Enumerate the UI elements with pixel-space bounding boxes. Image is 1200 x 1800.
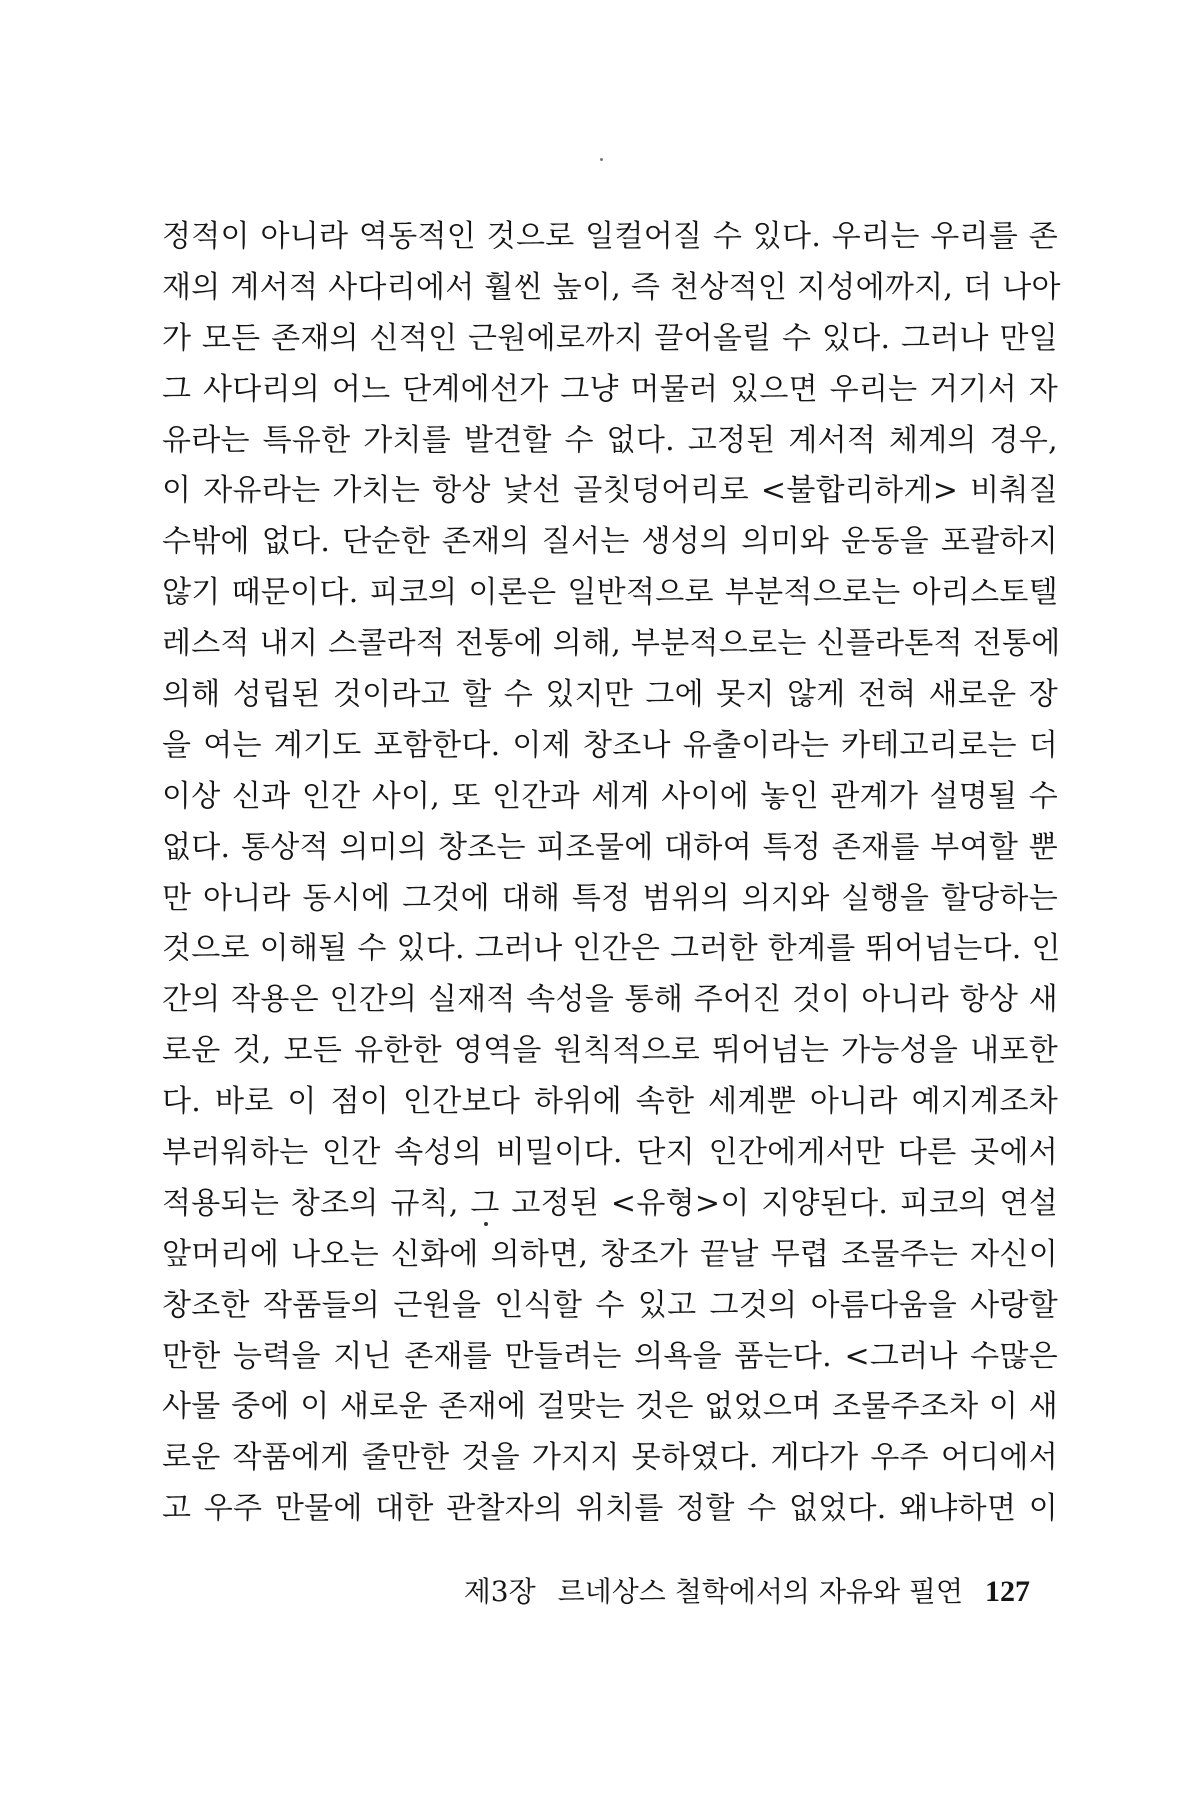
text-line: 레스적 내지 스콜라적 전통에 의해, 부분적으로는 신플라톤적 전통에 <box>162 626 1061 662</box>
text-line: 재의 계서적 사다리에서 훨씬 높이, 즉 천상적인 지성에까지, 더 나아 <box>162 269 1061 305</box>
text-line: 수밖에 없다. 단순한 존재의 질서는 생성의 의미와 운동을 포괄하지 <box>162 524 1058 560</box>
text-line: 이 자유라는 가치는 항상 낯선 골칫덩어리로 <불합리하게> 비춰질 <box>162 473 1058 509</box>
footer-chapter: 제3장 <box>463 1575 536 1608</box>
text-line: 만한 능력을 지닌 존재를 만들려는 의욕을 품는다. <그러나 수많은 <box>162 1338 1058 1374</box>
running-footer <box>464 1572 1030 1612</box>
text-line: 간의 작용은 인간의 실재적 속성을 통해 주어진 것이 아니라 항상 새 <box>162 982 1058 1018</box>
text-line: 가 모든 존재의 신적인 근원에로까지 끌어올릴 수 있다. 그러나 만일 <box>162 320 1058 356</box>
text-line: 앞머리에 나오는 신화에 의하면, 창조가 끝날 무렵 조물주는 자신이 <box>162 1236 1058 1272</box>
text-line: 로운 작품에게 줄만한 것을 가지지 못하였다. 게다가 우주 어디에서 <box>162 1440 1058 1476</box>
text-line: 의해 성립된 것이라고 할 수 있지만 그에 못지 않게 전혀 새로운 장 <box>162 677 1058 713</box>
text-line: 다. 바로 이 점이 인간보다 하위에 속한 세계뿐 아니라 예지계조차 <box>162 1084 1058 1120</box>
text-line: 않기 때문이다. 피코의 이론은 일반적으로 부분적으로는 아리스토텔 <box>162 575 1058 611</box>
text-line: 없다. 통상적 의미의 창조는 피조물에 대하여 특정 존재를 부여할 뿐 <box>162 829 1058 865</box>
text-line: 고 우주 만물에 대한 관찰자의 위치를 정할 수 없었다. 왜냐하면 이 <box>162 1491 1058 1527</box>
text-line: 사물 중에 이 새로운 존재에 걸맞는 것은 없었으며 조물주조차 이 새 <box>162 1389 1058 1425</box>
text-line: 부러워하는 인간 속성의 비밀이다. 단지 인간에게서만 다른 곳에서 <box>162 1135 1058 1171</box>
text-line: 로운 것, 모든 유한한 영역을 원칙적으로 뛰어넘는 가능성을 내포한 <box>162 1033 1058 1069</box>
text-line: 창조한 작품들의 근원을 인식할 수 있고 그것의 아름다움을 사랑할 <box>162 1287 1058 1323</box>
text-line: 만 아니라 동시에 그것에 대해 특정 범위의 의지와 실행을 할당하는 <box>162 880 1058 916</box>
text-line: 것으로 이해될 수 있다. 그러나 인간은 그러한 한계를 뛰어넘는다. 인 <box>162 931 1061 967</box>
footer-title: 르네상스 철학에서의 자유와 필연 <box>557 1575 963 1608</box>
text-line: 을 여는 계기도 포함한다. 이제 창조나 유출이라는 카테고리로는 더 <box>162 727 1058 763</box>
text-line: 정적이 아니라 역동적인 것으로 일컬어질 수 있다. 우리는 우리를 존 <box>162 219 1058 254</box>
page-number: 127 <box>985 1575 1030 1608</box>
text-line: 유라는 특유한 가치를 발견할 수 없다. 고정된 계서적 체계의 경우, <box>162 422 1058 458</box>
text-line: 적용되는 창조의 규칙, 그 고정된 <유형>이 지양된다. 피코의 연설 <box>162 1185 1058 1221</box>
text-line: 그 사다리의 어느 단계에선가 그냥 머물러 있으면 우리는 거기서 자 <box>162 371 1058 407</box>
text-line: 이상 신과 인간 사이, 또 인간과 세계 사이에 놓인 관계가 설명될 수 <box>162 778 1058 814</box>
scan-speck <box>600 158 603 161</box>
body-text <box>162 212 1061 1535</box>
